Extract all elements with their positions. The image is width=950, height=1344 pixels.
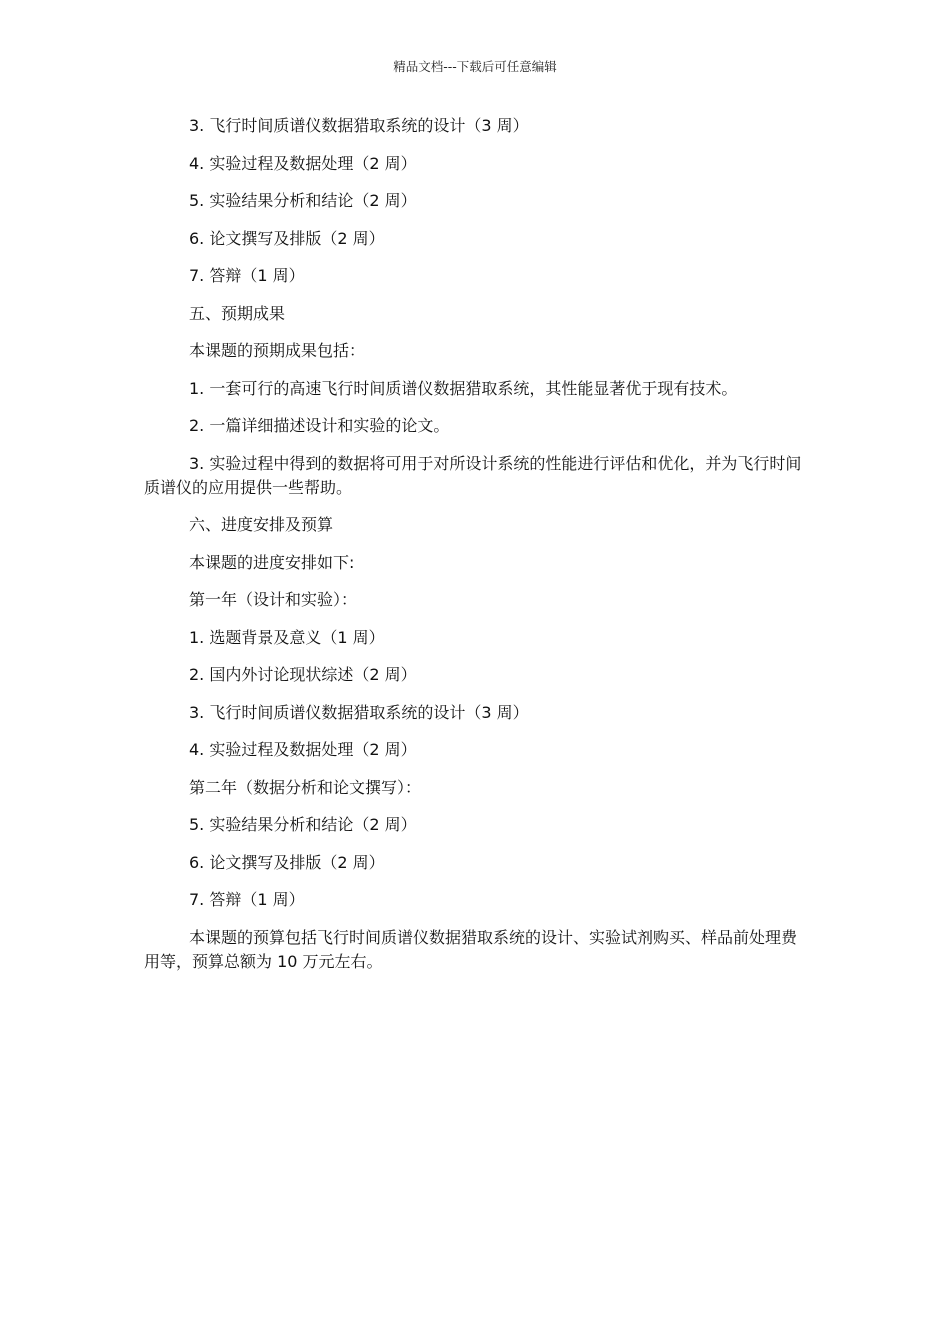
paragraph-year-two: 第二年（数据分析和论文撰写）： [189,777,422,797]
page-header: 精品文档---下载后可任意编辑 [393,59,557,74]
section-heading-expected-results: 五、预期成果 [189,303,286,323]
document-body [144,114,808,987]
paragraph-year-two-item-7: 7. 答辩（1 周） [189,890,305,909]
paragraph-schedule-intro: 本课题的进度安排如下: [189,552,355,572]
paragraph-schedule-item-4: 4. 实验过程及数据处理（2 周） [189,153,417,173]
paragraph-budget: 本课题的预算包括飞行时间质谱仪数据猎取系统的设计、实验试剂购买、样品前处理费用等，预算总额为 10 万元左右。 [144,927,798,971]
paragraph-schedule-item-7: 7. 答辩（1 周） [189,266,305,285]
paragraph-expected-item-1: 1. 一套可行的高速飞行时间质谱仪数据猎取系统，其性能显著优于现有技术。 [189,378,738,398]
paragraph-year-one-item-2: 2. 国内外讨论现状综述（2 周） [189,665,417,684]
paragraph-expected-intro: 本课题的预期成果包括： [189,341,366,360]
paragraph-year-one-item-1: 1. 选题背景及意义（1 周） [189,627,385,647]
paragraph-schedule-item-6: 6. 论文撰写及排版（2 周） [189,228,385,248]
paragraph-schedule-item-5: 5. 实验结果分析和结论（2 周） [189,191,417,210]
paragraph-year-one-item-4: 4. 实验过程及数据处理（2 周） [189,740,417,759]
paragraph-year-one: 第一年（设计和实验）： [189,590,358,609]
paragraph-schedule-item-3: 3. 飞行时间质谱仪数据猎取系统的设计（3 周） [189,116,529,135]
paragraph-expected-item-3: 3. 实验过程中得到的数据将可用于对所设计系统的性能进行评估和优化，并为飞行时间质谱仪的应用提供一些帮助。 [144,453,802,497]
paragraph-year-two-item-5: 5. 实验结果分析和结论（2 周） [189,815,417,834]
section-heading-schedule-budget: 六、进度安排及预算 [189,515,334,534]
paragraph-year-one-item-3: 3. 飞行时间质谱仪数据猎取系统的设计（3 周） [189,702,529,722]
paragraph-year-two-item-6: 6. 论文撰写及排版（2 周） [189,852,385,872]
paragraph-expected-item-2: 2. 一篇详细描述设计和实验的论文。 [189,416,450,435]
